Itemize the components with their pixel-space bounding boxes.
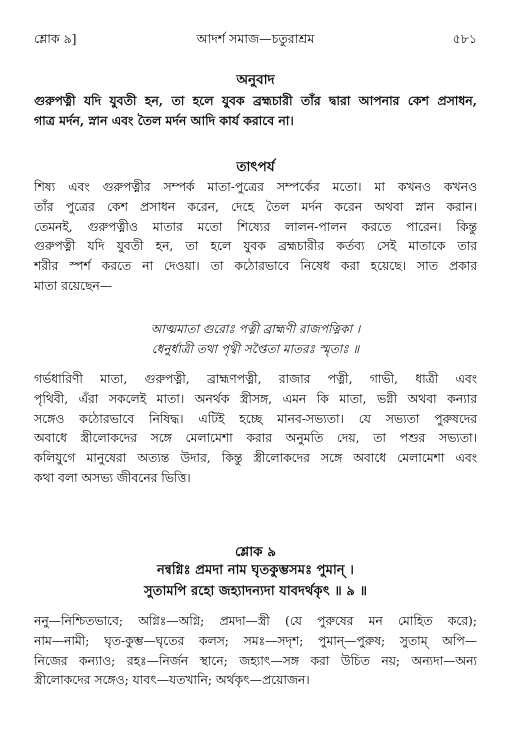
text-line: মাতা রয়েছেন—: [34, 278, 113, 293]
text-line: সঙ্গেও কঠোরভাবে নিষিদ্ধ। এটিই হচ্ছে মানব-সভ্যতা। যে সভ্যতা পুরুষদের: [34, 411, 477, 426]
purport-paragraph-1: [34, 178, 477, 297]
text-line: নিজের কন্যাও; রহঃ—নির্জন স্থানে; জহ্যাৎ—সঙ্গ করা উচিত নয়; অন্যদা—অন্য: [34, 653, 477, 668]
header-chapter-title: আদর্শ সমাজ—চতুরাশ্রম: [196, 31, 315, 46]
text-line: ননু—নিশ্চিতভাবে; অগ্নিঃ—অগ্নি; প্রমদা—স্ত্রী (যে পুরুষের মন মোহিত করে);: [34, 614, 477, 628]
text-line: নাম—নামী; ঘৃত-কুম্ভ—ঘৃতের কলস; সমঃ—সদৃশ; পুমান্—পুরুষ; সুতাম্ অপি—: [34, 633, 477, 648]
text-line: গর্ভধারিণী মাতা, গুরুপত্নী, ব্রাহ্মণপত্নী, রাজার পত্নী, গাভী, ধাত্রী এবং: [34, 372, 477, 386]
header-verse-ref: শ্লোক ৯]: [34, 31, 77, 46]
text-line: কলিযুগে মানুষেরা অত্যন্ত উদার, কিন্তু স্ত্রীলোকদের সঙ্গে অবাধে মেলামেশা এবং: [34, 451, 477, 466]
purport-paragraph-2: [34, 370, 477, 489]
translation-heading: অনুবাদ: [236, 72, 275, 88]
text-line: তাঁর পুত্রের কেশ প্রসাধন করেন, দেহে তৈল মর্দন করেন অথবা স্নান করান।: [34, 199, 477, 214]
text-line: গুরুপত্নী যদি যুবতী হন, তা হলে যুবক ব্রহ্মচারী তাঁর দ্বারা আপনার কেশ প্রসাধন,: [34, 93, 477, 108]
translation-text: [34, 91, 477, 131]
running-header: [34, 31, 477, 49]
text-line: পৃথিবী, এঁরা সকলেই মাতা। অনর্থক স্ত্রীসঙ্গ, এমন কি মাতা, ভগ্নী অথবা কন্যার: [34, 391, 477, 406]
text-line: গাত্র মর্দন, স্নান এবং তৈল মর্দন আদি কার্য করাবে না।: [34, 112, 294, 128]
purport-heading: তাৎপর্য: [236, 159, 275, 175]
verse-line: সুতামপি রহো জহ্যাদন্যদা যাবদর্থকৃৎ ॥ ৯ ॥: [143, 584, 368, 599]
text-line: শরীর স্পর্শ করতে না দেওয়া। তা কঠোরভাবে নিষেধ করা হয়েছে। সাত প্রকার: [34, 259, 477, 274]
verse-9-heading: শ্লোক ৯: [234, 544, 277, 560]
verse-line: ধেনুর্ধাত্রী তথা পৃথ্বী সপ্তৈতা মাতরঃ স্মৃতাঃ ॥: [151, 341, 360, 356]
verse-line: আত্মমাতা গুরোঃ পত্নী ব্রাহ্মণী রাজপত্নিকা ।: [150, 322, 361, 336]
text-line: তেমনই, গুরুপত্নীও মাতার মতো শিষ্যের লালন-পালন করতে পারেন। কিন্তু: [34, 219, 477, 234]
text-line: স্ত্রীলোকদের সঙ্গেও; যাবৎ—যতখানি; অর্থকৃৎ—প্রয়োজন।: [34, 673, 310, 688]
verse-line: নন্বগ্নিঃ প্রমদা নাম ঘৃতকুম্ভসমঃ পুমান্ ।: [157, 563, 354, 578]
text-line: অবাধে স্ত্রীলোকদের সঙ্গে মেলামেশা করার অনুমতি দেয়, তা পশুর সভ্যতা।: [34, 431, 477, 446]
synonyms: [34, 612, 477, 691]
text-line: শিষ্য এবং গুরুপত্নীর সম্পর্ক মাতা-পুত্রের সম্পর্কের মতো। মা কখনও কখনও: [34, 180, 477, 194]
text-line: গুরুপত্নী যদি যুবতী হন, তা হলে যুবক ব্রহ্মচারীর কর্তব্য সেই মাতাকে তার: [34, 239, 477, 254]
verse-9-text: [0, 560, 511, 602]
page-number: ৫৮১: [452, 31, 477, 46]
text-line: কথা বলা অসভ্য জীবনের ভিত্তি।: [34, 470, 191, 485]
purport-verse: [0, 320, 511, 359]
